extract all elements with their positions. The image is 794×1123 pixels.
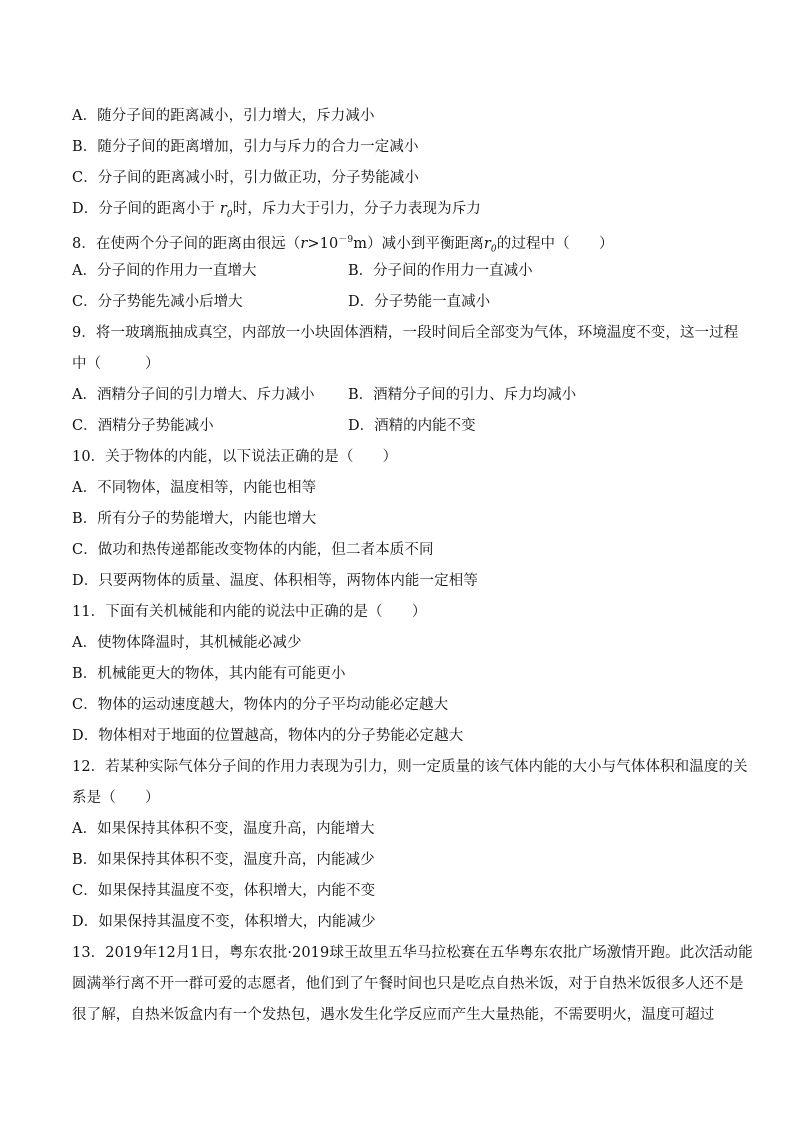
question-12-stem-line-1: 12．若某种实际气体分子间的作用力表现为引力，则一定质量的该气体内能的大小与气体体积和温度的关 bbox=[72, 759, 748, 775]
q12-option-c: C．如果保持其温度不变，体积增大，内能不变 bbox=[72, 883, 376, 899]
option-d bbox=[72, 194, 734, 225]
question-8-options-row-1 bbox=[72, 256, 734, 287]
option-b: B．随分子间的距离增加，引力与斥力的合力一定减小 bbox=[72, 139, 419, 155]
q9-option-b: B．酒精分子间的引力、斥力均减小 bbox=[348, 387, 577, 403]
question-9-options-row-1 bbox=[72, 380, 734, 411]
question-9 bbox=[72, 318, 739, 442]
q9-option-d: D．酒精的内能不变 bbox=[348, 418, 476, 434]
question-12-stem-line-2: 系是（ ） bbox=[72, 790, 160, 806]
r-symbol: r bbox=[219, 201, 227, 217]
question-9-options-row-2 bbox=[72, 411, 734, 442]
q11-option-d: D．物体相对于地面的位置越高，物体内的分子势能必定越大 bbox=[72, 728, 464, 744]
question-8-options-row-2 bbox=[72, 287, 734, 318]
q8-stem-after-sup: m）减小到平衡距离 bbox=[353, 235, 484, 252]
q8-option-a: A．分子间的作用力一直增大 bbox=[72, 263, 257, 279]
question-8 bbox=[72, 225, 734, 318]
option-d-suffix: 时，斥力大于引力，分子力表现为斥力 bbox=[232, 201, 481, 217]
q8-r0-symbol: r bbox=[483, 235, 491, 252]
q10-option-d: D．只要两物体的质量、温度、体积相等，两物体内能一定相等 bbox=[72, 573, 478, 589]
q12-option-a: A．如果保持其体积不变，温度升高，内能增大 bbox=[72, 821, 375, 837]
option-d-prefix: D．分子间的距离小于 bbox=[72, 201, 216, 217]
question-10 bbox=[72, 442, 734, 597]
prev-question-options bbox=[72, 101, 734, 225]
q12-option-d: D．如果保持其温度不变，体积增大，内能减少 bbox=[72, 914, 376, 930]
q11-option-b: B．机械能更大的物体，其内能有可能更小 bbox=[72, 666, 346, 682]
q8-option-c: C．分子势能先减小后增大 bbox=[72, 294, 243, 310]
q9-option-a: A．酒精分子间的引力增大、斥力减小 bbox=[72, 387, 315, 403]
q8-r0-subscript: 0 bbox=[490, 244, 497, 255]
q10-option-a: A．不同物体，温度相等，内能也相等 bbox=[72, 480, 317, 496]
q8-stem-mid: >10 bbox=[307, 235, 339, 252]
question-13-line-1: 13．2019年12月1日，粤东农批·2019球王故里五华马拉松赛在五华粤东农批广场激情开跑。此次活动能 bbox=[72, 945, 753, 961]
question-13-line-3: 很了解，自热米饭盒内有一个发热包，遇水发生化学反应而产生大量热能，不需要明火，温度可超过 bbox=[72, 1007, 715, 1023]
q8-stem-prefix: 8．在使两个分子间的距离由很远（ bbox=[72, 235, 301, 252]
question-13 bbox=[72, 938, 753, 1031]
question-13-line-2: 圆满举行离不开一群可爱的志愿者，他们到了午餐时间也只是吃点自热米饭，对于自热米饭很多人还不是 bbox=[72, 976, 744, 992]
question-11-stem: 11．下面有关机械能和内能的说法中正确的是（ ） bbox=[72, 604, 427, 620]
option-a: A．随分子间的距离减小，引力增大，斥力减小 bbox=[72, 108, 375, 124]
q10-option-c: C．做功和热传递都能改变物体的内能，但二者本质不同 bbox=[72, 542, 434, 558]
q8-r-symbol: r bbox=[300, 235, 308, 252]
q8-option-d: D．分子势能一直减小 bbox=[348, 294, 491, 310]
question-9-stem-line-2: 中（ ） bbox=[72, 356, 160, 372]
q10-option-b: B．所有分子的势能增大，内能也增大 bbox=[72, 511, 317, 527]
q8-option-b: B．分子间的作用力一直减小 bbox=[348, 263, 533, 279]
option-c: C．分子间的距离减小时，引力做正功，分子势能减小 bbox=[72, 170, 419, 186]
q12-option-b: B．如果保持其体积不变，温度升高，内能减少 bbox=[72, 852, 375, 868]
q8-exponent: －9 bbox=[338, 235, 354, 245]
q11-option-a: A．使物体降温时，其机械能必减少 bbox=[72, 635, 302, 651]
question-8-stem bbox=[72, 225, 734, 256]
question-11 bbox=[72, 597, 734, 752]
question-9-stem-line-1: 9．将一玻璃瓶抽成真空，内部放一小块固体酒精，一段时间后全部变为气体，环境温度不变，这一过程 bbox=[72, 325, 739, 341]
q8-stem-suffix: 的过程中（ ） bbox=[496, 235, 614, 252]
question-12 bbox=[72, 752, 748, 938]
question-10-stem: 10．关于物体的内能，以下说法正确的是（ ） bbox=[72, 449, 398, 465]
q11-option-c: C．物体的运动速度越大，物体内的分子平均动能必定越大 bbox=[72, 697, 449, 713]
q9-option-c: C．酒精分子势能减小 bbox=[72, 418, 214, 434]
r-subscript: 0 bbox=[226, 209, 233, 220]
